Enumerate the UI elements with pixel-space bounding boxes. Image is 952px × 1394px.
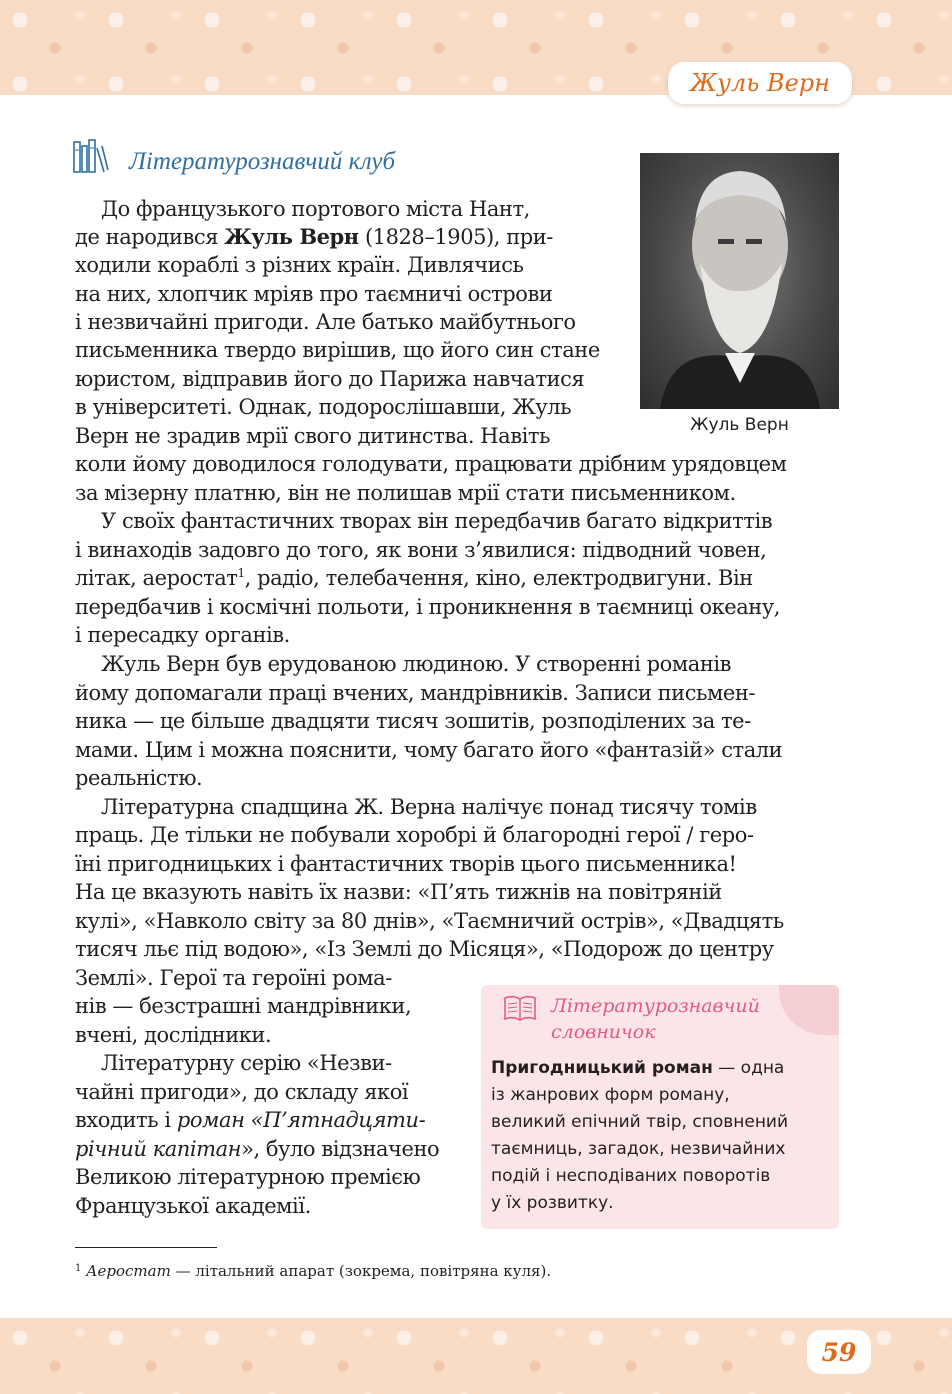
dictionary-text-line: великий епічний твір, сповнений — [491, 1112, 789, 1132]
text-line: передбачив і космічні польоти, і проникнення в таємниці океану, — [75, 595, 780, 619]
text-line: чайні пригоди», до складу якої — [75, 1080, 409, 1104]
text-line: за мізерну платню, він не полишав мрії стати письменником. — [75, 481, 736, 505]
text-line: реальністю. — [75, 766, 203, 790]
text-line: Верн не зрадив мрії свого дитинства. Навіть — [75, 424, 551, 448]
text-line: йому допомагали праці вчених, мандрівників. Записи письмен- — [75, 681, 756, 705]
dictionary-text-line: із жанрових форм роману, — [491, 1085, 730, 1105]
footnote-marker: 1 — [237, 566, 245, 580]
open-book-icon — [503, 994, 537, 1022]
footnote: $^1$ Аеростат — літальний апарат (зокрема, повітряна куля). — [75, 1262, 552, 1280]
text-line: ходили кораблі з різних країн. Дивлячись — [75, 253, 524, 277]
text-line: Французької академії. — [75, 1194, 311, 1218]
text-line: мами. Цим і можна пояснити, чому багато його «фантазій» стали — [75, 738, 783, 762]
text-line: ника — це більше двадцяти тисяч зошитів, розподілених за те- — [75, 709, 751, 733]
text-line: На це вказують навіть їх назви: «П’ять тижнів на повітряній — [75, 880, 722, 904]
author-name: Жуль Верн — [224, 224, 359, 249]
text-line: і винаходів задовго до того, як вони з’явилися: підводний човен, — [75, 538, 767, 562]
portrait-caption: Жуль Верн — [690, 415, 789, 435]
footnote-divider — [75, 1247, 217, 1248]
text-line: де народився Жуль Верн (1828–1905), при- — [75, 224, 553, 249]
text-line: тисяч льє під водою», «Із Землі до Місяця», «Подорож до центру — [75, 937, 774, 961]
footnote-term: Аеростат — [86, 1262, 171, 1280]
text-line: вчені, дослідники. — [75, 1023, 272, 1047]
chapter-tab — [668, 62, 852, 104]
text-line: річний капітан», було відзначено — [75, 1137, 440, 1161]
text-line: Землі». Герої та героїні рома- — [75, 966, 392, 990]
text-line: кулі», «Навколо світу за 80 днів», «Таємничий острів», «Двадцять — [75, 909, 784, 933]
text-line: Літературна спадщина Ж. Верна налічує понад тисячу томів — [101, 795, 757, 819]
dictionary-box — [481, 985, 839, 1229]
text-line: в університеті. Однак, подорослішавши, Жуль — [75, 395, 572, 419]
text-line: юристом, відправив його до Парижа навчатися — [75, 367, 585, 391]
text-line: Жуль Верн був ерудованою людиною. У створенні романів — [101, 652, 732, 676]
chapter-tab-title: Жуль Верн — [690, 69, 830, 97]
dictionary-title-line1: Літературознавчий — [551, 995, 760, 1017]
dictionary-text-line: таємниць, загадок, незвичайних — [491, 1139, 786, 1159]
text-line: входить і роман «П’ятнадцяти- — [75, 1108, 426, 1132]
dictionary-corner-decoration — [779, 985, 839, 1035]
dictionary-text-line: Пригодницький роман — одна — [491, 1058, 785, 1078]
dictionary-text-line: подій і несподіваних поворотів — [491, 1166, 771, 1186]
text-line: У своїх фантастичних творах він передбачив багато відкриттів — [101, 509, 773, 533]
text-line: Літературну серію «Незви- — [101, 1051, 392, 1075]
text-line: і незвичайні пригоди. Але батько майбутнього — [75, 310, 576, 334]
dictionary-title-line2: словничок — [551, 1021, 656, 1043]
page-number: 59 — [821, 1337, 857, 1367]
text-line: нів — безстрашні мандрівники, — [75, 994, 412, 1018]
dictionary-term: Пригодницький роман — [491, 1058, 713, 1078]
dictionary-text-line: у їх розвитку. — [491, 1193, 614, 1213]
page-number-badge — [807, 1330, 871, 1374]
text-line: До французького портового міста Нант, — [101, 197, 530, 221]
text-line: на них, хлопчик мріяв про таємничі острови — [75, 282, 553, 306]
text-line: письменника твердо вирішив, що його син стане — [75, 338, 600, 362]
portrait-photo — [640, 153, 839, 409]
text-line: і пересадку органів. — [75, 623, 290, 647]
text-line: Великою літературною премією — [75, 1165, 421, 1189]
section-title: Літературознавчий клуб — [129, 148, 396, 175]
books-icon — [73, 138, 109, 174]
novel-title-cont: річний капітан — [75, 1137, 242, 1161]
text-line: коли йому доводилося голодувати, працювати дрібним урядовцем — [75, 452, 787, 476]
text-line: літак, аеростат$^1$, радіо, телебачення, кіно, електродвигуни. Він — [75, 566, 753, 590]
novel-title: роман «П’ятнадцяти- — [176, 1108, 426, 1132]
text-line: їні пригодницьких і фантастичних творів цього письменника! — [75, 852, 737, 876]
text-line: праць. Де тільки не побували хоробрі й благородні герої / геро- — [75, 823, 754, 847]
